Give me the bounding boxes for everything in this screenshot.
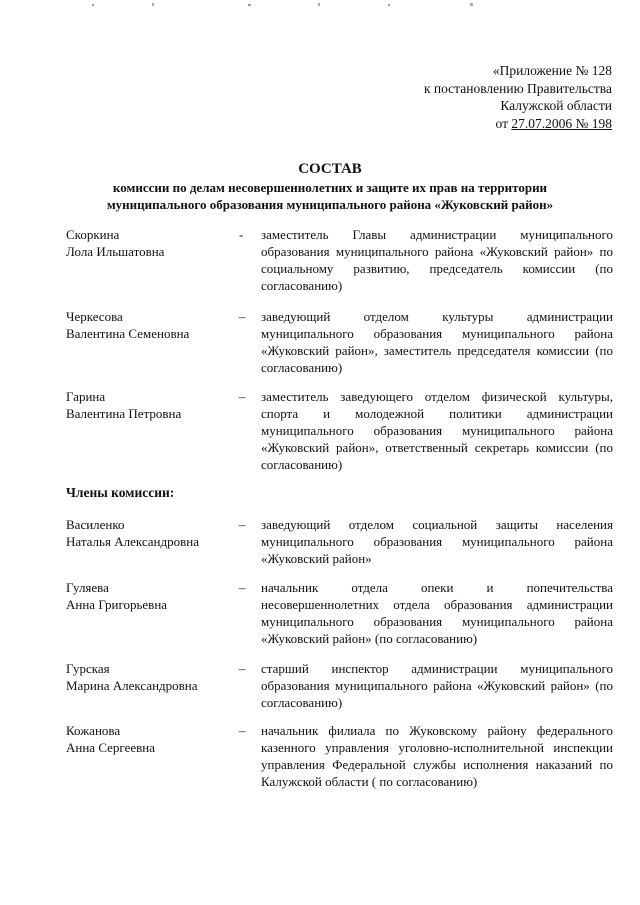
appendix-line-3: Калужской области (500, 98, 612, 113)
entry-dash: – (239, 517, 246, 532)
person-surname: Гарина (66, 389, 106, 404)
appendix-number-sign: № (575, 115, 592, 131)
person-given-names: Анна Сергеевна (66, 740, 155, 755)
person-role: начальник филиала по Жуковскому району федерального казенного управления уголовно-исполнительной инспекции управления Федеральной службы исполнения наказаний по Калужской области ( по согласованию) (261, 723, 613, 789)
appendix-line-1: «Приложение № 128 (492, 63, 612, 78)
entry-dash: – (239, 580, 246, 595)
person-surname: Гурская (66, 661, 110, 676)
members-heading: Члены комиссии: (66, 485, 175, 500)
person-given-names: Лола Ильшатовна (66, 244, 165, 259)
appendix-reference (424, 62, 612, 132)
entry-dash: - (239, 227, 244, 242)
person-name (66, 226, 236, 260)
person-role: старший инспектор администрации муниципального образования муниципального района «Жуковский район» (по согласованию) (261, 661, 613, 710)
person-surname: Скоркина (66, 227, 120, 242)
document-title: СОСТАВ (298, 161, 362, 177)
person-name (66, 722, 236, 756)
person-role: заместитель заведующего отделом физической культуры, спорта и молодежной политики администрации муниципального образования муниципального района «Жуковский район», ответственный секретарь комиссии (по согласованию) (261, 389, 613, 472)
person-given-names: Валентина Петровна (66, 406, 182, 421)
person-role: заведующий отделом социальной защиты населения муниципального образования муниципального района «Жуковский район» (261, 517, 613, 566)
person-surname: Гуляева (66, 580, 109, 595)
entry-dash: – (239, 661, 246, 676)
appendix-number: 198 (591, 115, 612, 131)
person-surname: Кожанова (66, 723, 121, 738)
appendix-date: 27.07.2006 (511, 115, 576, 131)
person-name (66, 579, 236, 613)
entry-dash: – (239, 389, 246, 404)
document-title-block (40, 160, 620, 213)
person-role: заведующий отделом культуры администрации муниципального образования муниципального района «Жуковский район», заместитель председателя комиссии (по согласованию) (261, 309, 613, 375)
person-role: заместитель Главы администрации муниципального образования муниципального района «Жуковский район» по социальному развитию, председатель комиссии (по согласованию) (261, 227, 613, 293)
person-surname: Василенко (66, 517, 125, 532)
person-name (66, 388, 236, 422)
person-name (66, 516, 236, 550)
person-role: начальник отдела опеки и попечительства несовершеннолетних отдела образования администрации муниципального образования муниципального района «Жуковский район» (по согласованию) (261, 580, 613, 646)
appendix-line-2: к постановлению Правительства (423, 80, 612, 96)
entry-dash: – (239, 723, 246, 738)
person-given-names: Наталья Александровна (66, 534, 199, 549)
appendix-date-prefix: от (495, 115, 512, 131)
document-subtitle-line-1: комиссии по делам несовершеннолетних и защите их прав на территории (112, 180, 548, 195)
scan-artifact-marks (0, 3, 640, 9)
person-given-names: Марина Александровна (66, 678, 198, 693)
person-name (66, 308, 236, 342)
person-name (66, 660, 236, 694)
document-subtitle-line-2: муниципального образования муниципального района «Жуковский район» (106, 197, 554, 212)
person-surname: Черкесова (66, 309, 123, 324)
person-given-names: Анна Григорьевна (66, 597, 168, 612)
appendix-line-4 (424, 115, 612, 133)
entry-dash: – (239, 309, 246, 324)
person-given-names: Валентина Семеновна (66, 326, 190, 341)
